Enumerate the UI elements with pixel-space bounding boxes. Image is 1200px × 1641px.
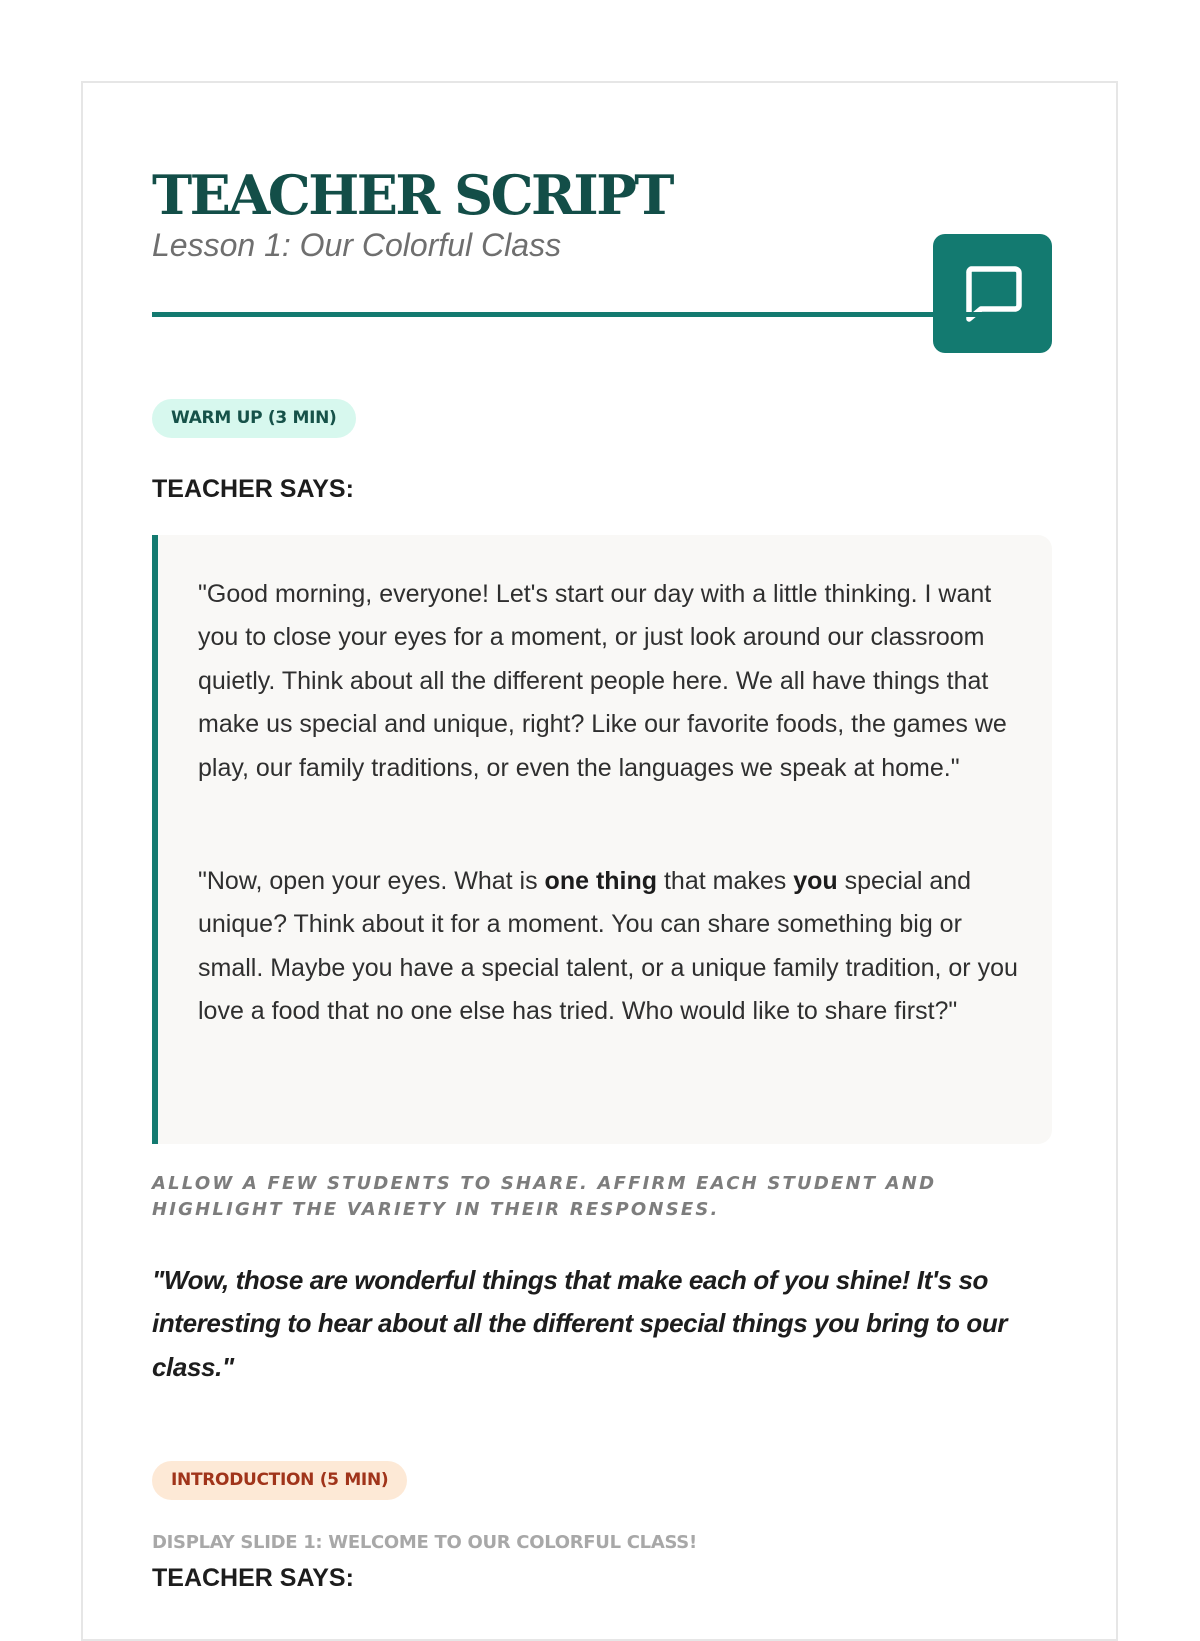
section-badge-warm-up: WARM UP (3 MIN) <box>152 399 356 438</box>
affirmation-quote: "Wow, those are wonderful things that make each of you shine! It's so interesting to hear about all the different special things you bring to our class." <box>152 1265 1008 1382</box>
slide-instruction: DISPLAY SLIDE 1: WELCOME TO OUR COLORFUL CLASS! <box>152 1532 697 1553</box>
quote-text: that makes <box>657 867 794 895</box>
page-title: TEACHER SCRIPT <box>152 163 672 227</box>
stage-direction: ALLOW A FEW STUDENTS TO SHARE. AFFIRM EACH STUDENT AND HIGHLIGHT THE VARIETY IN THEIR RESPONSES. <box>152 1173 937 1220</box>
teacher-says-label: TEACHER SAYS: <box>152 1564 354 1592</box>
script-page <box>81 81 1118 1641</box>
emphasis-text: you <box>793 867 838 895</box>
quote-text: special and unique? Think about it for a moment. You can share something big or small. Maybe you have a special talent, or a unique family tradition, or you love a food that no one else has tried. Who would like to share first?" <box>198 867 1018 1026</box>
section-badge-introduction: INTRODUCTION (5 MIN) <box>152 1461 407 1500</box>
emphasis-text: one thing <box>544 867 658 895</box>
lesson-subtitle: Lesson 1: Our Colorful Class <box>152 227 562 263</box>
quote-paragraph <box>198 860 1028 1034</box>
quote-text: "Good morning, everyone! Let's start our day with a little thinking. I want you to close your eyes for a moment, or just look around our classroom quietly. Think about all the different people here. We all have things that make us special and unique, right? Like our favorite foods, the games we play, our family traditions, or even the languages we speak at home." <box>198 580 1007 782</box>
quote-paragraph <box>198 573 1028 790</box>
header-divider <box>152 312 1052 317</box>
quote-text: "Now, open your eyes. What is <box>198 867 545 895</box>
teacher-says-label: TEACHER SAYS: <box>152 475 354 503</box>
teacher-quote-box <box>152 535 1052 1144</box>
page-header <box>152 163 1052 317</box>
speech-bubble-icon <box>933 234 1052 353</box>
